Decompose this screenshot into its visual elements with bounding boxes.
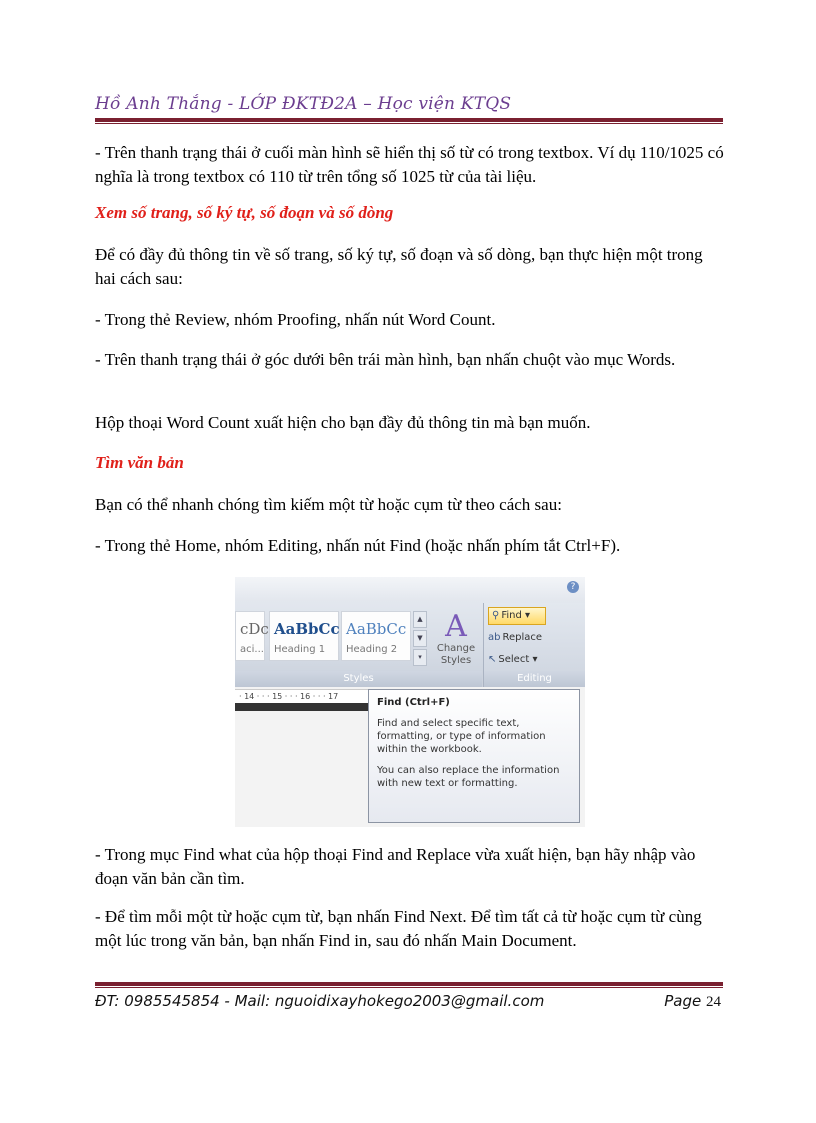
styles-group-label: Styles <box>235 671 482 687</box>
styles-gallery-scroll <box>413 611 427 663</box>
select-label: Select <box>498 654 530 665</box>
cursor-icon: ↖ <box>488 654 497 665</box>
paragraph: - Trong thẻ Review, nhóm Proofing, nhấn nút Word Count. <box>95 310 496 329</box>
style-tile-heading-2 <box>341 611 411 661</box>
style-sample: AaBbCc <box>346 620 407 638</box>
ribbon <box>235 577 585 687</box>
find-tooltip <box>368 689 580 823</box>
style-sample: AaBbCc <box>274 620 340 638</box>
binoculars-icon: ⚲ <box>492 610 500 621</box>
section-heading: Xem số trang, số ký tự, số đoạn và số dòng <box>95 203 394 222</box>
page-label: Page <box>664 992 702 1010</box>
paragraph: - Trên thanh trạng thái ở cuối màn hình sẽ hiển thị số từ có trong textbox. Ví dụ 110/1025 có nghĩa là trong textbox có 110 từ trên tổng số 1025 từ của tài liệu. <box>95 143 724 186</box>
change-styles-button <box>431 611 481 671</box>
replace-icon: ab <box>488 632 501 643</box>
tooltip-body: You can also replace the information with new text or formatting. <box>377 765 560 789</box>
section-heading: Tìm văn bản <box>95 453 184 472</box>
paragraph: - Để tìm mỗi một từ hoặc cụm từ, bạn nhấn Find Next. Để tìm tất cả từ hoặc cụm từ cùng một lúc trong văn bản, bạn nhấn Find in, sau đó nhấn Main Document. <box>95 907 702 950</box>
tooltip-body: Find and select specific text, formatting, or type of information within the workbook. <box>377 718 546 755</box>
style-tile <box>235 611 269 661</box>
replace-label: Replace <box>502 632 543 643</box>
change-styles-label: Styles <box>440 655 472 666</box>
page-header: Hồ Anh Thắng - LỚP ĐKTĐ2A – Học viện KTQS <box>95 94 512 114</box>
editing-group-label: Editing <box>484 671 585 687</box>
header-rule <box>95 118 723 122</box>
header-rule-thin <box>95 123 723 124</box>
change-styles-icon: A <box>445 609 467 644</box>
footer-rule <box>95 982 723 986</box>
chevron-down-icon: ▾ <box>532 654 538 665</box>
style-sample: cDc <box>240 620 269 638</box>
style-name: aci... <box>240 644 264 655</box>
chevron-down-icon: ▾ <box>525 610 531 621</box>
change-styles-label: Change <box>436 643 476 654</box>
style-name: Heading 2 <box>346 644 398 655</box>
ribbon-screenshot <box>235 577 585 827</box>
paragraph: - Trong mục Find what của hộp thoại Find and Replace vừa xuất hiện, bạn hãy nhập vào đoạn văn bản cần tìm. <box>95 845 696 888</box>
find-button <box>488 607 546 625</box>
page-number-value: 24 <box>706 994 721 1010</box>
footer-rule-thin <box>95 987 723 988</box>
paragraph: - Trên thanh trạng thái ở góc dưới bên trái màn hình, bạn nhấn chuột vào mục Words. <box>95 350 676 369</box>
ribbon-tab-strip <box>235 577 585 601</box>
document-edge <box>235 703 375 711</box>
find-label: Find <box>501 610 522 621</box>
paragraph: Bạn có thể nhanh chóng tìm kiếm một từ hoặc cụm từ theo cách sau: <box>95 495 562 514</box>
paragraph: Hộp thoại Word Count xuất hiện cho bạn đầy đủ thông tin mà bạn muốn. <box>95 413 591 432</box>
chevron-up-icon: ▲ <box>413 611 427 628</box>
paragraph: - Trong thẻ Home, nhóm Editing, nhấn nút Find (hoặc nhấn phím tắt Ctrl+F). <box>95 536 621 555</box>
footer-contact: ĐT: 0985545854 - Mail: nguoidixayhokego2003@gmail.com <box>95 992 545 1010</box>
group-divider <box>483 603 484 687</box>
chevron-down-icon: ▼ <box>413 630 427 647</box>
more-icon: ▾ <box>413 649 427 666</box>
page-number <box>664 992 721 1011</box>
tooltip-title: Find (Ctrl+F) <box>377 697 450 708</box>
paragraph: Để có đầy đủ thông tin về số trang, số ký tự, số đoạn và số dòng, bạn thực hiện một trong hai cách sau: <box>95 245 703 288</box>
style-name: Heading 1 <box>274 644 326 655</box>
style-tile-heading-1 <box>269 611 339 661</box>
ruler: · 14 · · · 15 · · · 16 · · · 17 <box>235 689 379 704</box>
replace-button <box>488 630 542 646</box>
help-icon: ? <box>567 581 579 593</box>
select-button <box>488 652 537 668</box>
